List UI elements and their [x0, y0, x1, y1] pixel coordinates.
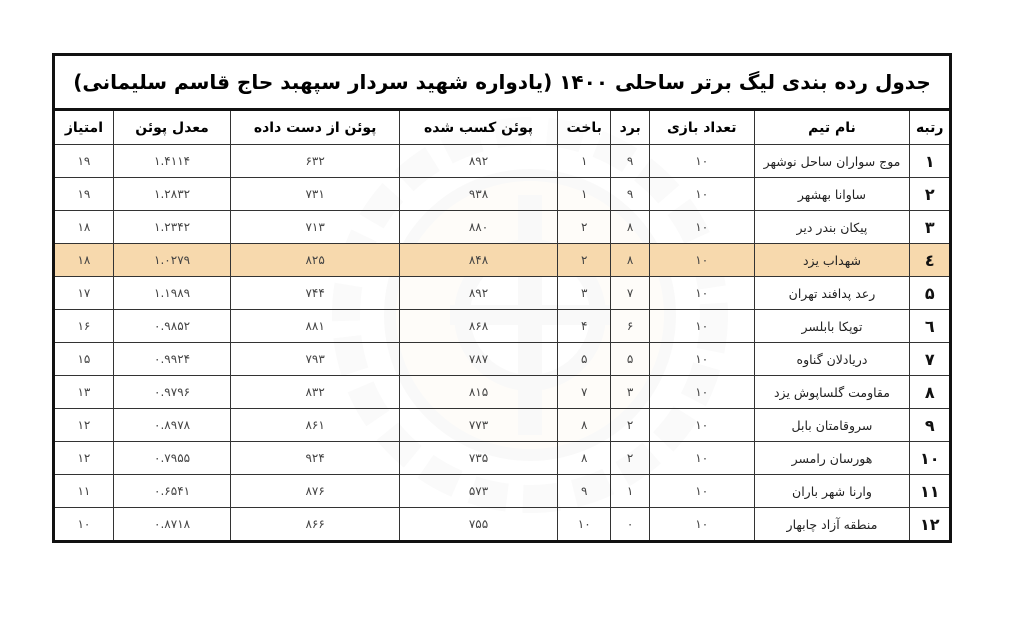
score-cell: ۱۲ — [54, 409, 114, 442]
losses-cell: ۸ — [558, 409, 611, 442]
team-name-cell: پیکان بندر دیر — [754, 211, 910, 244]
points-average-cell: ۱.۱۹۸۹ — [113, 277, 230, 310]
points-against-cell: ۸۶۶ — [231, 508, 400, 542]
score-cell: ۱۷ — [54, 277, 114, 310]
games-played-cell: ۱۰ — [649, 343, 754, 376]
team-name-cell: دریادلان گناوه — [754, 343, 910, 376]
games-played-cell: ۱۰ — [649, 310, 754, 343]
score-cell: ۱۰ — [54, 508, 114, 542]
points-for-cell: ۷۳۵ — [400, 442, 558, 475]
points-against-cell: ۸۶۱ — [231, 409, 400, 442]
losses-cell: ۵ — [558, 343, 611, 376]
points-average-cell: ۱.۰۲۷۹ — [113, 244, 230, 277]
header-games: تعداد بازی — [649, 110, 754, 145]
losses-cell: ۲ — [558, 244, 611, 277]
points-average-cell: ۱.۴۱۱۴ — [113, 145, 230, 178]
losses-cell: ۱ — [558, 178, 611, 211]
points-average-cell: ۰.۸۷۱۸ — [113, 508, 230, 542]
rank-cell: ۷ — [910, 343, 951, 376]
header-avg: معدل پوئن — [113, 110, 230, 145]
points-against-cell: ۸۷۶ — [231, 475, 400, 508]
losses-cell: ۸ — [558, 442, 611, 475]
rank-cell: ۱۱ — [910, 475, 951, 508]
losses-cell: ۴ — [558, 310, 611, 343]
team-name-cell: شهداب یزد — [754, 244, 910, 277]
wins-cell: ۸ — [611, 211, 649, 244]
games-played-cell: ۱۰ — [649, 409, 754, 442]
points-average-cell: ۰.۹۸۵۲ — [113, 310, 230, 343]
rank-cell: ۹ — [910, 409, 951, 442]
wins-cell: ۳ — [611, 376, 649, 409]
games-played-cell: ۱۰ — [649, 277, 754, 310]
wins-cell: ۵ — [611, 343, 649, 376]
team-name-cell: مقاومت گلساپوش یزد — [754, 376, 910, 409]
table-title: جدول رده بندی لیگ برتر ساحلی ۱۴۰۰ (یادواره شهید سردار سپهبد حاج قاسم سلیمانی) — [73, 70, 931, 94]
standings-table — [52, 108, 952, 543]
points-against-cell: ۶۳۲ — [231, 145, 400, 178]
losses-cell: ۱ — [558, 145, 611, 178]
table-row — [54, 277, 951, 310]
points-for-cell: ۸۱۵ — [400, 376, 558, 409]
rank-cell: ٤ — [910, 244, 951, 277]
games-played-cell: ۱۰ — [649, 211, 754, 244]
points-average-cell: ۱.۲۸۳۲ — [113, 178, 230, 211]
table-row — [54, 508, 951, 542]
points-for-cell: ۷۷۳ — [400, 409, 558, 442]
points-for-cell: ۷۸۷ — [400, 343, 558, 376]
rank-cell: ۱ — [910, 145, 951, 178]
score-cell: ۱۱ — [54, 475, 114, 508]
wins-cell: ۱ — [611, 475, 649, 508]
table-row — [54, 343, 951, 376]
table-row — [54, 145, 951, 178]
score-cell: ۱۳ — [54, 376, 114, 409]
score-cell: ۱۶ — [54, 310, 114, 343]
team-name-cell: توپکا بابلسر — [754, 310, 910, 343]
losses-cell: ۳ — [558, 277, 611, 310]
team-name-cell: منطقه آزاد چابهار — [754, 508, 910, 542]
header-loss: باخت — [558, 110, 611, 145]
points-against-cell: ۸۲۵ — [231, 244, 400, 277]
rank-cell: ۲ — [910, 178, 951, 211]
wins-cell: ۷ — [611, 277, 649, 310]
points-for-cell: ۸۴۸ — [400, 244, 558, 277]
points-against-cell: ۷۴۴ — [231, 277, 400, 310]
team-name-cell: رعد پدافند تهران — [754, 277, 910, 310]
score-cell: ۱۹ — [54, 145, 114, 178]
losses-cell: ۲ — [558, 211, 611, 244]
table-row — [54, 244, 951, 277]
score-cell: ۱۹ — [54, 178, 114, 211]
points-average-cell: ۰.۹۷۹۶ — [113, 376, 230, 409]
points-for-cell: ۸۸۰ — [400, 211, 558, 244]
table-row — [54, 310, 951, 343]
points-for-cell: ۵۷۳ — [400, 475, 558, 508]
table-row — [54, 409, 951, 442]
header-points-for: پوئن کسب شده — [400, 110, 558, 145]
points-for-cell: ۹۳۸ — [400, 178, 558, 211]
rank-cell: ۱۰ — [910, 442, 951, 475]
team-name-cell: سروقامتان بابل — [754, 409, 910, 442]
rank-cell: ۳ — [910, 211, 951, 244]
wins-cell: ۰ — [611, 508, 649, 542]
rank-cell: ٦ — [910, 310, 951, 343]
header-win: برد — [611, 110, 649, 145]
table-row — [54, 178, 951, 211]
wins-cell: ۸ — [611, 244, 649, 277]
rank-cell: ۵ — [910, 277, 951, 310]
losses-cell: ۹ — [558, 475, 611, 508]
points-average-cell: ۰.۸۹۷۸ — [113, 409, 230, 442]
score-cell: ۱۵ — [54, 343, 114, 376]
points-for-cell: ۸۹۲ — [400, 277, 558, 310]
standings-sheet — [52, 53, 952, 543]
table-row — [54, 475, 951, 508]
points-against-cell: ۷۹۳ — [231, 343, 400, 376]
games-played-cell: ۱۰ — [649, 244, 754, 277]
wins-cell: ۹ — [611, 145, 649, 178]
games-played-cell: ۱۰ — [649, 178, 754, 211]
points-against-cell: ۸۳۲ — [231, 376, 400, 409]
points-average-cell: ۰.۷۹۵۵ — [113, 442, 230, 475]
team-name-cell: موج سواران ساحل نوشهر — [754, 145, 910, 178]
points-for-cell: ۸۶۸ — [400, 310, 558, 343]
header-score: امتیاز — [54, 110, 114, 145]
games-played-cell: ۱۰ — [649, 442, 754, 475]
header-points-against: پوئن از دست داده — [231, 110, 400, 145]
points-for-cell: ۷۵۵ — [400, 508, 558, 542]
score-cell: ۱۸ — [54, 244, 114, 277]
wins-cell: ۶ — [611, 310, 649, 343]
games-played-cell: ۱۰ — [649, 508, 754, 542]
team-name-cell: وارنا شهر باران — [754, 475, 910, 508]
table-row — [54, 211, 951, 244]
games-played-cell: ۱۰ — [649, 145, 754, 178]
header-row — [54, 110, 951, 145]
losses-cell: ۱۰ — [558, 508, 611, 542]
header-rank: رتبه — [910, 110, 951, 145]
team-name-cell: ساوانا بهشهر — [754, 178, 910, 211]
rank-cell: ۸ — [910, 376, 951, 409]
points-against-cell: ۷۳۱ — [231, 178, 400, 211]
points-against-cell: ۸۸۱ — [231, 310, 400, 343]
wins-cell: ۲ — [611, 409, 649, 442]
points-for-cell: ۸۹۲ — [400, 145, 558, 178]
points-against-cell: ۷۱۳ — [231, 211, 400, 244]
title-box — [52, 53, 952, 108]
rank-cell: ۱۲ — [910, 508, 951, 542]
table-row — [54, 442, 951, 475]
score-cell: ۱۸ — [54, 211, 114, 244]
team-name-cell: هورسان رامسر — [754, 442, 910, 475]
games-played-cell: ۱۰ — [649, 376, 754, 409]
table-row — [54, 376, 951, 409]
games-played-cell: ۱۰ — [649, 475, 754, 508]
wins-cell: ۹ — [611, 178, 649, 211]
header-team: نام تیم — [754, 110, 910, 145]
losses-cell: ۷ — [558, 376, 611, 409]
points-average-cell: ۱.۲۳۴۲ — [113, 211, 230, 244]
points-average-cell: ۰.۹۹۲۴ — [113, 343, 230, 376]
points-against-cell: ۹۲۴ — [231, 442, 400, 475]
points-average-cell: ۰.۶۵۴۱ — [113, 475, 230, 508]
score-cell: ۱۲ — [54, 442, 114, 475]
wins-cell: ۲ — [611, 442, 649, 475]
